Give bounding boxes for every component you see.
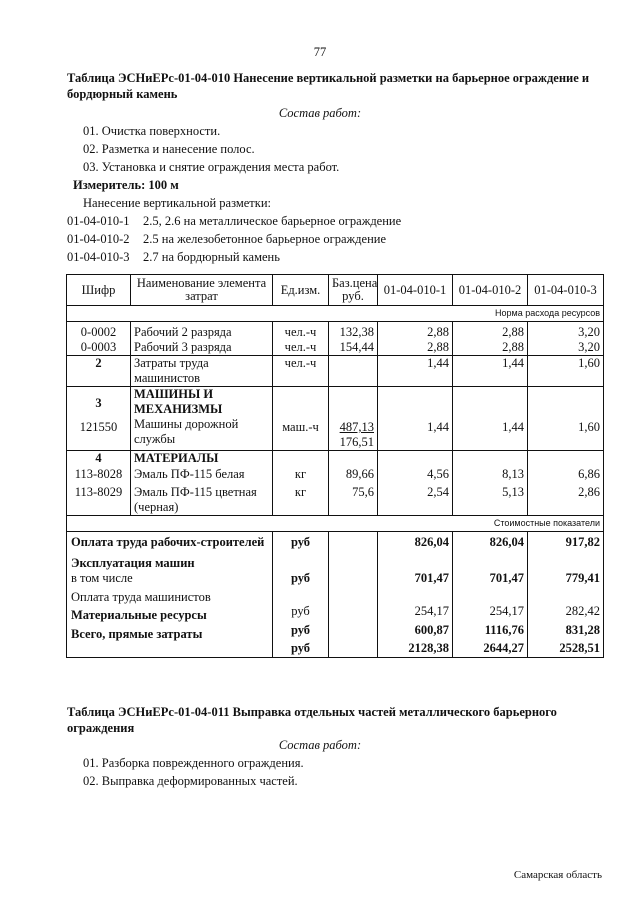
table-row [67,532,604,658]
table2-work-item: 01. Разборка поврежденного ограждения. [83,756,304,770]
cell-cost-unit: руб руб руб руб руб [273,532,329,658]
header-col1: 01-04-010-1 [378,275,453,306]
cell-price: 487,13 176,51 [329,387,378,451]
header-cipher: Шифр [67,275,131,306]
cell-v2: 1,44 [453,356,528,387]
cell-v2: 2,88 2,88 [453,322,528,356]
table-row [67,356,604,387]
cell-price: 89,66 75,6 [329,451,378,516]
table-row [67,451,604,516]
cell-cipher: 0-0002 0-0003 [67,322,131,356]
table1-work-item: 02. Разметка и нанесение полос. [83,142,255,156]
cell-cost-v1: 826,04 701,47 254,17 600,87 2128,38 [378,532,453,658]
norm-label: Норма расхода ресурсов [67,306,604,322]
page-number: 77 [313,45,327,59]
table1-code-line [67,214,401,229]
header-col2: 01-04-010-2 [453,275,528,306]
cell-v3: 1,60 [528,387,604,451]
table1-code-line [67,250,280,265]
cell-v1: 4,56 2,54 [378,451,453,516]
table1-meter: Измеритель: 100 м [73,178,179,192]
cell-unit: маш.-ч [273,387,329,451]
cell-unit: кг кг [273,451,329,516]
cell-name: Рабочий 2 разряда Рабочий 3 разряда [131,322,273,356]
footer-region: Самарская область [513,869,602,881]
table1-work-item: 01. Очистка поверхности. [83,124,221,138]
cell-cipher: 2 [67,356,131,387]
code: 01-04-010-3 [67,250,130,264]
table1-vertical-label: Нанесение вертикальной разметки: [83,196,271,210]
cell-v3: 3,20 3,20 [528,322,604,356]
table1-work-item: 03. Установка и снятие ограждения места работ. [83,160,340,174]
cell-v1: 1,44 [378,387,453,451]
table2-work-item: 02. Выправка деформированных частей. [83,774,298,788]
code-text: 2.7 на бордюрный камень [143,250,280,264]
code-text: 2.5, 2.6 на металлическое барьерное ограждение [143,214,402,228]
norm-subheader-row [67,306,604,322]
cell-v2: 8,13 5,13 [453,451,528,516]
cost-subheader-row [67,516,604,532]
cell-v3: 6,86 2,86 [528,451,604,516]
header-price: Баз.цена руб. [329,275,378,306]
table1-title: Таблица ЭСНиЕРс-01-04-010 Нанесение вертикальной разметки на барьерное ограждение и бордюрный камень [67,71,590,101]
resource-table [66,274,604,658]
cost-label: Стоимостные показатели [67,516,604,532]
cell-v3: 1,60 [528,356,604,387]
header-unit: Ед.изм. [273,275,329,306]
code-text: 2.5 на железобетонное барьерное ограждение [143,232,386,246]
cell-price [329,356,378,387]
header-col3: 01-04-010-3 [528,275,604,306]
cell-cost-v2: 826,04 701,47 254,17 1116,76 2644,27 [453,532,528,658]
table2-composition-label: Состав работ: [278,738,362,752]
cell-cipher: 4 113-8028 113-8029 [67,451,131,516]
cell-unit: чел.-ч чел.-ч [273,322,329,356]
code: 01-04-010-2 [67,232,130,246]
table2-title: Таблица ЭСНиЕРс-01-04-011 Выправка отдельных частей металлического барьерного ограждения [67,705,557,735]
cell-unit: чел.-ч [273,356,329,387]
cell-cipher: 3 121550 [67,387,131,451]
table1-composition-label: Состав работ: [278,106,362,120]
cell-v1: 1,44 [378,356,453,387]
table1-code-line [67,232,386,247]
table-row [67,387,604,451]
header-name: Наименование элемента затрат [131,275,273,306]
cell-cost-name: Оплата труда рабочих-строителей Эксплуатация машин в том числе Оплата труда машинистов Материальные ресурсы Всего, прямые затраты [67,532,273,658]
cell-cost-price [329,532,378,658]
cell-name: МАТЕРИАЛЫ Эмаль ПФ-115 белая Эмаль ПФ-115 цветная (черная) [131,451,273,516]
cell-v1: 2,88 2,88 [378,322,453,356]
table-header-row [67,275,604,306]
table-row [67,322,604,356]
cell-price: 132,38 154,44 [329,322,378,356]
cell-v2: 1,44 [453,387,528,451]
cell-cost-v3: 917,82 779,41 282,42 831,28 2528,51 [528,532,604,658]
code: 01-04-010-1 [67,214,130,228]
cell-name: Затраты труда машинистов [131,356,273,387]
cell-name: МАШИНЫ И МЕХАНИЗМЫ Машины дорожной службы [131,387,273,451]
